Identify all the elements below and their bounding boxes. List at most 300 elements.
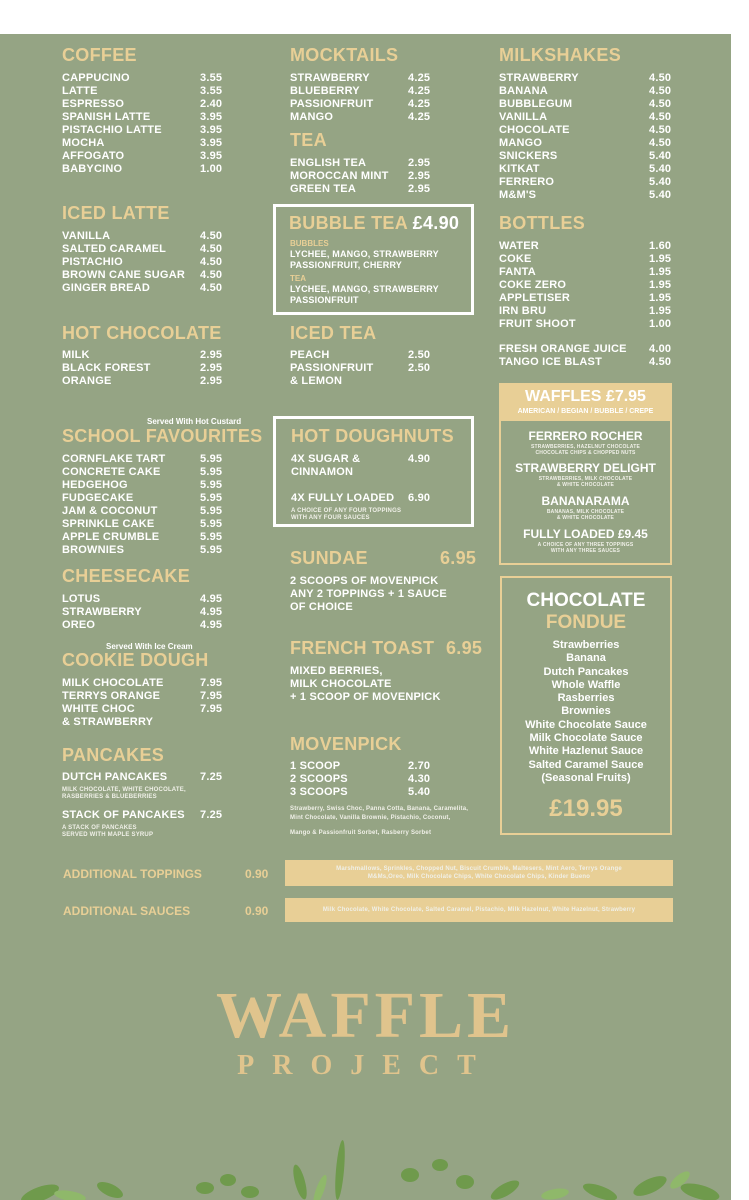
menu-item-name: BROWNIES (62, 544, 125, 556)
leaf (333, 1140, 346, 1200)
sundae-line-3: OF CHOICE (290, 601, 353, 613)
menu-item-price: 4.00 (649, 343, 672, 355)
doughnut-loaded-name: 4X FULLY LOADED (291, 492, 395, 504)
waffle-banana-desc-1: BANANAS, MILK CHOCOLATE (546, 509, 625, 515)
menu-item (499, 124, 672, 137)
menu-item-name: BLUEBERRY (290, 85, 360, 97)
menu-item (290, 170, 431, 183)
menu-item-price: 1.95 (649, 292, 672, 304)
fondue-list (500, 639, 672, 785)
menu-item-price: 5.40 (649, 189, 672, 201)
bubble-tea-heading (289, 213, 459, 234)
menu-item-name: SPANISH LATTE (62, 111, 151, 123)
doughnut-note-2: WITH ANY FOUR SAUCES (291, 515, 370, 521)
mocktails-heading: MOCKTAILS (290, 45, 399, 65)
menu-item-price: 5.40 (408, 786, 431, 798)
menu-item (62, 163, 223, 176)
menu-item (499, 356, 672, 369)
menu-item-price: 4.50 (200, 269, 223, 281)
menu-item (499, 292, 672, 305)
additional-toppings-price: 0.90 (245, 867, 269, 881)
menu-item (62, 256, 223, 269)
menu-item-name: FRUIT SHOOT (499, 318, 576, 330)
menu-item-price: 7.95 (200, 690, 223, 702)
waffle-ferrero-desc-1: STRAWBERRIES, HAZELNUT CHOCOLATE (530, 444, 641, 450)
menu-item-name: IRN BRU (499, 305, 547, 317)
doughnut-sugar-price: 4.90 (408, 453, 431, 465)
menu-item-price: 5.95 (200, 466, 223, 478)
menu-item (290, 349, 431, 362)
menu-item-price: 1.00 (649, 318, 672, 330)
menu-item (62, 282, 223, 295)
menu-item-price: 4.25 (408, 85, 431, 97)
menu-item-name: SALTED CARAMEL (62, 243, 167, 255)
additional-toppings-label: ADDITIONAL TOPPINGS (63, 867, 202, 881)
menu-item-name: SNICKERS (499, 150, 558, 162)
leaf (679, 1180, 721, 1200)
menu-item-price: 4.30 (408, 773, 431, 785)
menu-item-price: 5.95 (200, 518, 223, 530)
doughnut-loaded (291, 492, 431, 505)
french-toast-line-2: MILK CHOCOLATE (290, 678, 392, 690)
logo-project: PROJECT (237, 1050, 494, 1081)
menu-item-price: 1.00 (200, 163, 223, 175)
leaf (53, 1188, 86, 1200)
leaf (95, 1179, 125, 1200)
dutch-pancakes (62, 771, 223, 784)
bubbles-label: BUBBLES (290, 239, 329, 248)
menu-item-name: HEDGEHOG (62, 479, 128, 491)
menu-item (499, 253, 672, 266)
menu-item-price: 4.50 (649, 124, 672, 136)
bubbles-line-1: LYCHEE, MANGO, STRAWBERRY (290, 249, 439, 259)
menu-item-price: 4.95 (200, 593, 223, 605)
fondue-item: Milk Chocolate Sauce (529, 732, 643, 745)
menu-item-name: FRESH ORANGE JUICE (499, 343, 627, 355)
menu-item-price: 4.50 (200, 282, 223, 294)
foliage-decoration (0, 1120, 731, 1200)
iced-tea-heading: ICED TEA (290, 323, 377, 343)
stack-pancakes-price: 7.25 (200, 809, 223, 821)
menu-item (62, 518, 223, 531)
menu-item (62, 593, 223, 606)
stack-pancakes-name: STACK OF PANCAKES (62, 809, 185, 821)
menu-item (62, 505, 223, 518)
stack-desc-2: SERVED WITH MAPLE SYRUP (62, 832, 154, 838)
menu-item-name: AFFOGATO (62, 150, 125, 162)
menu-item (62, 243, 223, 256)
menu-item-price: 2.95 (200, 362, 223, 374)
menu-item (62, 230, 223, 243)
french-toast-price: 6.95 (446, 638, 483, 658)
menu-item (62, 124, 223, 137)
menu-item-name: COKE ZERO (499, 279, 567, 291)
menu-item-price: 5.95 (200, 544, 223, 556)
menu-item-name: BUBBLEGUM (499, 98, 573, 110)
menu-item-name: MANGO (290, 111, 334, 123)
menu-item-name: GINGER BREAD (62, 282, 150, 294)
movenpick-flavours-3: Mango & Passionfruit Sorbet, Rasberry Sorbet (290, 830, 432, 836)
menu-item (290, 111, 431, 124)
menu-item-name: BABYCINO (62, 163, 123, 175)
menu-item-price: 5.95 (200, 492, 223, 504)
menu-item (290, 72, 431, 85)
menu-item-price: 3.55 (200, 72, 223, 84)
menu-item (62, 362, 223, 375)
menu-item (290, 183, 431, 196)
menu-item-price: 1.95 (649, 279, 672, 291)
doughnut-sugar-line-1: 4X SUGAR & (291, 453, 361, 465)
menu-item-name: BLACK FOREST (62, 362, 151, 374)
menu-item-price: 5.95 (200, 479, 223, 491)
leaf (488, 1177, 522, 1200)
menu-item-price: 1.95 (649, 266, 672, 278)
leaf (631, 1172, 670, 1200)
menu-item-price: 2.70 (408, 760, 431, 772)
menu-item (499, 150, 672, 163)
menu-item (499, 266, 672, 279)
waffle-loaded-desc-2: WITH ANY THREE SAUCES (550, 548, 621, 554)
menu-item-price: 4.50 (200, 243, 223, 255)
waffles-subtitle: AMERICAN / BEGIAN / BUBBLE / CREPE (517, 408, 654, 415)
menu-item (62, 606, 223, 619)
menu-item-price: 4.25 (408, 111, 431, 123)
leaf (196, 1182, 214, 1194)
menu-item (62, 85, 223, 98)
menu-item-name: MOROCCAN MINT (290, 170, 389, 182)
menu-item-price: 2.40 (200, 98, 223, 110)
iced-latte-heading: ICED LATTE (62, 203, 170, 223)
tea-label: TEA (290, 274, 306, 283)
menu-item (62, 349, 223, 362)
menu-item (62, 703, 223, 716)
menu-item (290, 773, 431, 786)
menu-item-name: 3 SCOOPS (290, 786, 348, 798)
menu-item-name: APPLE CRUMBLE (62, 531, 160, 543)
menu-item-name: PISTACHIO (62, 256, 123, 268)
waffle-bananarama: BANANARAMA (541, 494, 630, 508)
toppings-list-1: Marshmallows, Sprinkles, Chopped Nut, Biscuit Crumble, Maltesers, Mint Aero, Terrys Orange (336, 866, 622, 872)
menu-item-price: 5.95 (200, 531, 223, 543)
menu-item (499, 189, 672, 202)
milkshakes-heading: MILKSHAKES (499, 45, 622, 65)
right-border (731, 34, 749, 1200)
menu-item-name: MILK CHOCOLATE (62, 677, 164, 689)
menu-item-price: 5.95 (200, 505, 223, 517)
french-toast-heading: FRENCH TOAST (290, 638, 435, 658)
fondue-item: Strawberries (552, 639, 620, 651)
menu-item-name: WATER (499, 240, 539, 252)
menu-item (62, 150, 223, 163)
cheesecake-heading: CHEESECAKE (62, 566, 191, 586)
additional-sauces-price: 0.90 (245, 904, 269, 918)
leaf (401, 1168, 419, 1182)
menu-item-name: PASSIONFRUIT (290, 98, 374, 110)
menu-item-name: PASSIONFRUIT (290, 362, 374, 374)
fondue-item: Banana (566, 652, 606, 665)
leaf (241, 1186, 259, 1198)
pancakes-heading: PANCAKES (62, 745, 165, 765)
menu-item-name: VANILLA (62, 230, 111, 242)
menu-item (290, 85, 431, 98)
toppings-bar (285, 860, 673, 886)
menu-item-name: BANANA (499, 85, 548, 97)
school-note: Served With Hot Custard (147, 417, 242, 426)
dutch-pancakes-name: DUTCH PANCAKES (62, 771, 168, 783)
menu-item (290, 362, 431, 375)
menu-item (499, 98, 672, 111)
bubble-tea-price: £4.90 (412, 213, 460, 233)
additional-sauces-label: ADDITIONAL SAUCES (63, 904, 191, 918)
fondue-item: Salted Caramel Sauce (528, 758, 644, 771)
menu-item (62, 619, 223, 632)
menu-item-name: & LEMON (290, 375, 343, 387)
menu-item (62, 531, 223, 544)
menu-item (499, 72, 672, 85)
menu-item (499, 343, 672, 356)
movenpick-flavours-1: Strawberry, Swiss Choc, Panna Cotta, Banana, Caramelita, (290, 806, 469, 812)
menu-item-name: PEACH (290, 349, 330, 361)
french-toast-line-1: MIXED BERRIES, (290, 665, 383, 677)
menu-item-price: 3.55 (200, 85, 223, 97)
leaf (311, 1174, 329, 1200)
menu-item-name: SPRINKLE CAKE (62, 518, 155, 530)
top-border (0, 0, 749, 34)
menu-item (62, 544, 223, 557)
menu-item-price: 4.25 (408, 72, 431, 84)
bubbles-line-2: PASSIONFRUIT, CHERRY (290, 260, 403, 270)
menu-item (499, 85, 672, 98)
menu-item-name: LOTUS (62, 593, 101, 605)
menu-item-name: WHITE CHOC (62, 703, 135, 715)
leaf (432, 1159, 448, 1171)
sundae-line-2: ANY 2 TOPPINGS + 1 SAUCE (290, 588, 447, 600)
menu-item-name: STRAWBERRY (290, 72, 370, 84)
menu-item (290, 375, 342, 388)
menu-item-name: CHOCOLATE (499, 124, 570, 136)
fondue-item: Brownies (561, 705, 611, 718)
menu-item (62, 690, 223, 703)
waffles-title: WAFFLES £7.95 (525, 388, 646, 405)
menu-item-price: 4.50 (649, 137, 672, 149)
menu-item-price: 7.95 (200, 703, 223, 715)
menu-item-price: 4.50 (200, 256, 223, 268)
tea-line-2: PASSIONFRUIT (290, 295, 359, 305)
waffle-ferrero: FERRERO ROCHER (528, 429, 643, 443)
menu-item-name: TANGO ICE BLAST (499, 356, 603, 368)
menu-item-price: 4.50 (649, 72, 672, 84)
menu-item-price: 2.50 (408, 349, 431, 361)
menu-item-price: 4.50 (200, 230, 223, 242)
menu-item (499, 305, 672, 318)
menu-item-name: CORNFLAKE TART (62, 453, 166, 465)
menu-item (499, 318, 672, 331)
bubble-tea-title: BUBBLE TEA (289, 213, 408, 233)
waffle-strawberry-desc-2: & WHITE CHOCOLATE (556, 482, 615, 488)
movenpick-heading: MOVENPICK (290, 734, 402, 754)
fondue-item: White Hazlenut Sauce (528, 745, 644, 758)
leaf (456, 1175, 474, 1189)
school-heading: SCHOOL FAVOURITES (62, 426, 263, 446)
menu-item-name: OREO (62, 619, 96, 631)
menu-item-name: FUDGECAKE (62, 492, 134, 504)
menu-item-price: 1.95 (649, 253, 672, 265)
menu-item-price: 4.50 (649, 111, 672, 123)
menu-item (62, 677, 223, 690)
toppings-list-2: M&Ms,Oreo, Milk Chocolate Chips, White Chocolate Chips, Kinder Bueno (367, 874, 591, 880)
dutch-pancakes-price: 7.25 (200, 771, 223, 783)
menu-item (62, 98, 223, 111)
menu-item-price: 4.25 (408, 98, 431, 110)
menu-item-price: 4.50 (649, 356, 672, 368)
menu-item (62, 269, 223, 282)
waffle-ferrero-desc-2: CHOCOLATE CHIPS & CHOPPED NUTS (535, 450, 636, 456)
coffee-heading: COFFEE (62, 45, 137, 65)
french-toast-line-3: + 1 SCOOP OF MOVENPICK (290, 691, 441, 703)
menu-item-name: BROWN CANE SUGAR (62, 269, 185, 281)
sundae-price: 6.95 (440, 548, 477, 568)
hot-chocolate-heading: HOT CHOCOLATE (62, 323, 222, 343)
menu-item-name: FERRERO (499, 176, 555, 188)
menu-item-name: KITKAT (499, 163, 540, 175)
leaf (540, 1187, 569, 1200)
tea-heading: TEA (290, 130, 327, 150)
doughnut-note-1: A CHOICE OF ANY FOUR TOPPINGS (291, 508, 402, 514)
menu-item-name: COKE (499, 253, 532, 265)
waffle-banana-desc-2: & WHITE CHOCOLATE (556, 515, 615, 521)
menu-item (499, 240, 672, 253)
menu-item-price: 2.95 (408, 170, 431, 182)
menu-item (62, 492, 223, 505)
waffle-strawberry-desc-1: STRAWBERRIES, MILK CHOCOLATE (538, 476, 633, 482)
sundae-heading: SUNDAE (290, 548, 368, 568)
fondue-item: Rasberries (557, 692, 615, 705)
fondue-title-2: FONDUE (545, 612, 627, 633)
fondue-title-1: CHOCOLATE (526, 590, 646, 611)
dutch-desc-1: MILK CHOCOLATE, WHITE CHOCOLATE, (62, 787, 186, 793)
menu-item-name: LATTE (62, 85, 98, 97)
menu-item (290, 157, 431, 170)
menu-item-name: CAPPUCINO (62, 72, 130, 84)
menu-item-price: 5.40 (649, 176, 672, 188)
menu-item-name: APPLETISER (499, 292, 571, 304)
menu-item-name: FANTA (499, 266, 536, 278)
menu-item-name: 1 SCOOP (290, 760, 341, 772)
menu-item-price: 2.95 (408, 183, 431, 195)
waffle-loaded-desc-1: A CHOICE OF ANY THREE TOPPINGS (537, 542, 634, 548)
leaf (220, 1174, 236, 1186)
waffle-strawberry: STRAWBERRY DELIGHT (515, 461, 656, 475)
menu-item (62, 137, 223, 150)
sundae-line-1: 2 SCOOPS OF MOVENPICK (290, 575, 439, 587)
menu-item-price: 7.95 (200, 677, 223, 689)
menu-item (290, 786, 431, 799)
menu-item-name: MOCHA (62, 137, 105, 149)
menu-item-price: 4.95 (200, 619, 223, 631)
doughnut-loaded-price: 6.90 (408, 492, 431, 504)
menu-item (290, 760, 431, 773)
menu-item (499, 137, 672, 150)
menu-item (62, 111, 223, 124)
fondue-price: £19.95 (549, 795, 623, 822)
menu-item (62, 479, 223, 492)
menu-item-name: PISTACHIO LATTE (62, 124, 162, 136)
menu-item-name: GREEN TEA (290, 183, 356, 195)
menu-item-name: CONCRETE CAKE (62, 466, 161, 478)
menu-item-name: STRAWBERRY (62, 606, 142, 618)
stack-pancakes (62, 809, 223, 822)
stack-desc-1: A STACK OF PANCAKES (62, 825, 137, 831)
menu-item (62, 716, 153, 729)
fondue-item: White Chocolate Sauce (525, 718, 647, 731)
menu-item-name: MILK (62, 349, 90, 361)
menu-item-price: 1.60 (649, 240, 672, 252)
doughnut-sugar (291, 453, 431, 466)
menu-item-price: 2.95 (200, 375, 223, 387)
menu-item-price: 2.50 (408, 362, 431, 374)
cookie-note: Served With Ice Cream (106, 642, 193, 651)
sauces-list: Milk Chocolate, White Chocolate, Salted Caramel, Pistachio, Milk Hazelnut, White Hazelnut, Strawberry (322, 907, 636, 913)
leaf (581, 1180, 619, 1200)
menu-item-name: & STRAWBERRY (62, 716, 154, 728)
menu-item-name: STRAWBERRY (499, 72, 579, 84)
menu-item (290, 98, 431, 111)
menu-item-price: 1.95 (649, 305, 672, 317)
leaf (291, 1163, 310, 1200)
menu-item-price: 2.95 (200, 349, 223, 361)
menu-item (62, 466, 223, 479)
menu-item (499, 111, 672, 124)
fondue-item: Whole Waffle (551, 678, 621, 691)
menu-item-price: 4.95 (200, 606, 223, 618)
bottles-heading: BOTTLES (499, 213, 586, 233)
waffle-fully-loaded: FULLY LOADED £9.45 (523, 527, 648, 541)
dutch-desc-2: RASBERRIES & BLUEBERRIES (62, 794, 157, 800)
menu-item (499, 163, 672, 176)
menu-item-price: 5.40 (649, 150, 672, 162)
menu-item-name: MANGO (499, 137, 543, 149)
doughnuts-heading: HOT DOUGHNUTS (291, 426, 454, 446)
menu-item (62, 453, 223, 466)
menu-item-name: M&M'S (499, 189, 537, 201)
fondue-item: Dutch Pancakes (543, 665, 629, 678)
menu-item (62, 375, 223, 388)
menu-item-price: 4.50 (649, 85, 672, 97)
fondue-item: (Seasonal Fruits) (541, 771, 631, 784)
logo-waffle: WAFFLE (215, 979, 516, 1052)
cookie-heading: COOKIE DOUGH (62, 650, 209, 670)
menu-item-price: 3.95 (200, 111, 223, 123)
menu-item-name: JAM & COCONUT (62, 505, 158, 517)
menu-item-price: 3.95 (200, 150, 223, 162)
menu-item-price: 5.95 (200, 453, 223, 465)
doughnut-sugar-line-2: CINNAMON (291, 466, 354, 478)
menu-item-price: 3.95 (200, 137, 223, 149)
menu-item-price: 4.50 (649, 98, 672, 110)
menu-item-name: TERRYS ORANGE (62, 690, 161, 702)
leaf (19, 1181, 61, 1200)
menu-item-name: ESPRESSO (62, 98, 125, 110)
menu-item (62, 72, 223, 85)
menu-item (499, 279, 672, 292)
menu-item-price: 3.95 (200, 124, 223, 136)
menu-item-name: VANILLA (499, 111, 548, 123)
tea-line-1: LYCHEE, MANGO, STRAWBERRY (290, 284, 439, 294)
menu-item-name: ENGLISH TEA (290, 157, 367, 169)
menu-item-name: ORANGE (62, 375, 112, 387)
menu-item-name: 2 SCOOPS (290, 773, 348, 785)
movenpick-flavours-2: Mint Chocolate, Vanilla Brownie, Pistachio, Coconut, (290, 815, 451, 821)
